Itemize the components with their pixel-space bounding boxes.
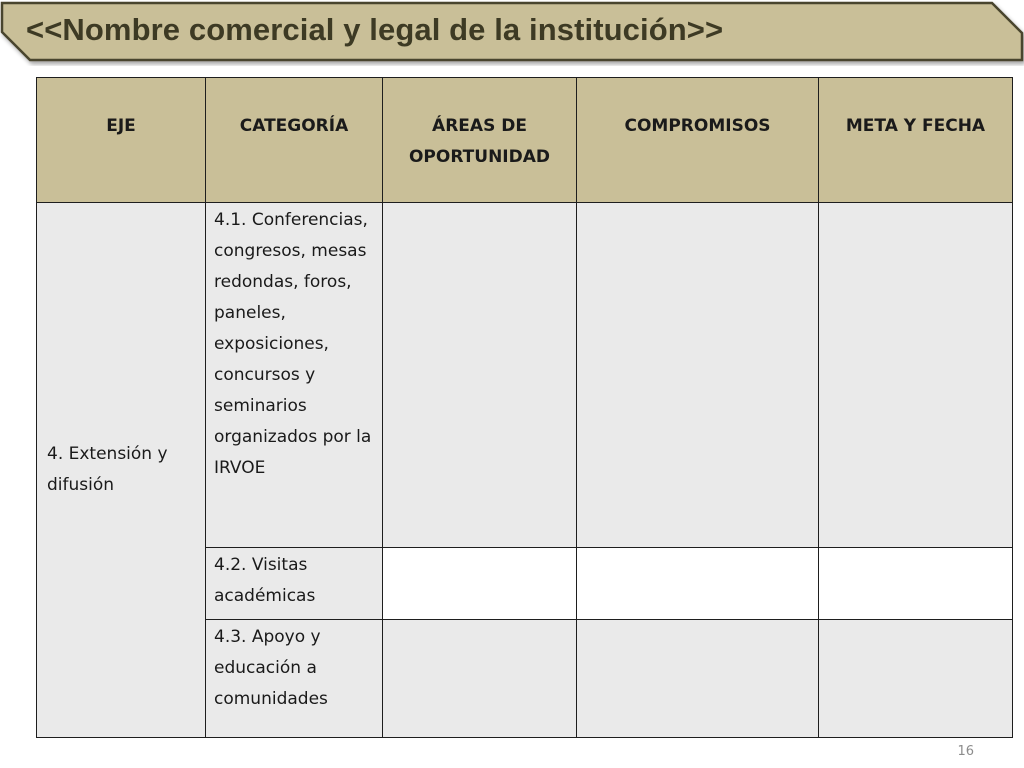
- meta-cell[interactable]: [819, 620, 1013, 738]
- categoria-cell: 4.3. Apoyo y educación a comunidades: [206, 620, 383, 738]
- page-number: 16: [957, 744, 974, 759]
- areas-cell[interactable]: [383, 548, 577, 620]
- meta-cell[interactable]: [819, 548, 1013, 620]
- categoria-cell: 4.2. Visitas académicas: [206, 548, 383, 620]
- plan-table: [36, 77, 1013, 738]
- header-compromisos: COMPROMISOS: [577, 78, 819, 203]
- table-header-row: [37, 78, 1013, 203]
- categoria-cell: 4.1. Conferencias, congresos, mesas redondas, foros, paneles, exposiciones, concursos y seminarios organizados por la IRVOE: [206, 203, 383, 548]
- areas-cell[interactable]: [383, 620, 577, 738]
- compromisos-cell[interactable]: [577, 203, 819, 548]
- table-row: [37, 203, 1013, 548]
- compromisos-cell[interactable]: [577, 620, 819, 738]
- eje-cell: 4. Extensión y difusión: [37, 203, 206, 738]
- meta-cell[interactable]: [819, 203, 1013, 548]
- header-areas-oportunidad: ÁREAS DE OPORTUNIDAD: [383, 78, 577, 203]
- header-eje: EJE: [37, 78, 206, 203]
- header-categoria: CATEGORÍA: [206, 78, 383, 203]
- slide-title: <<Nombre comercial y legal de la institución>>: [26, 12, 724, 47]
- title-banner: [0, 0, 1024, 66]
- header-meta-fecha: META Y FECHA: [819, 78, 1013, 203]
- areas-cell[interactable]: [383, 203, 577, 548]
- compromisos-cell[interactable]: [577, 548, 819, 620]
